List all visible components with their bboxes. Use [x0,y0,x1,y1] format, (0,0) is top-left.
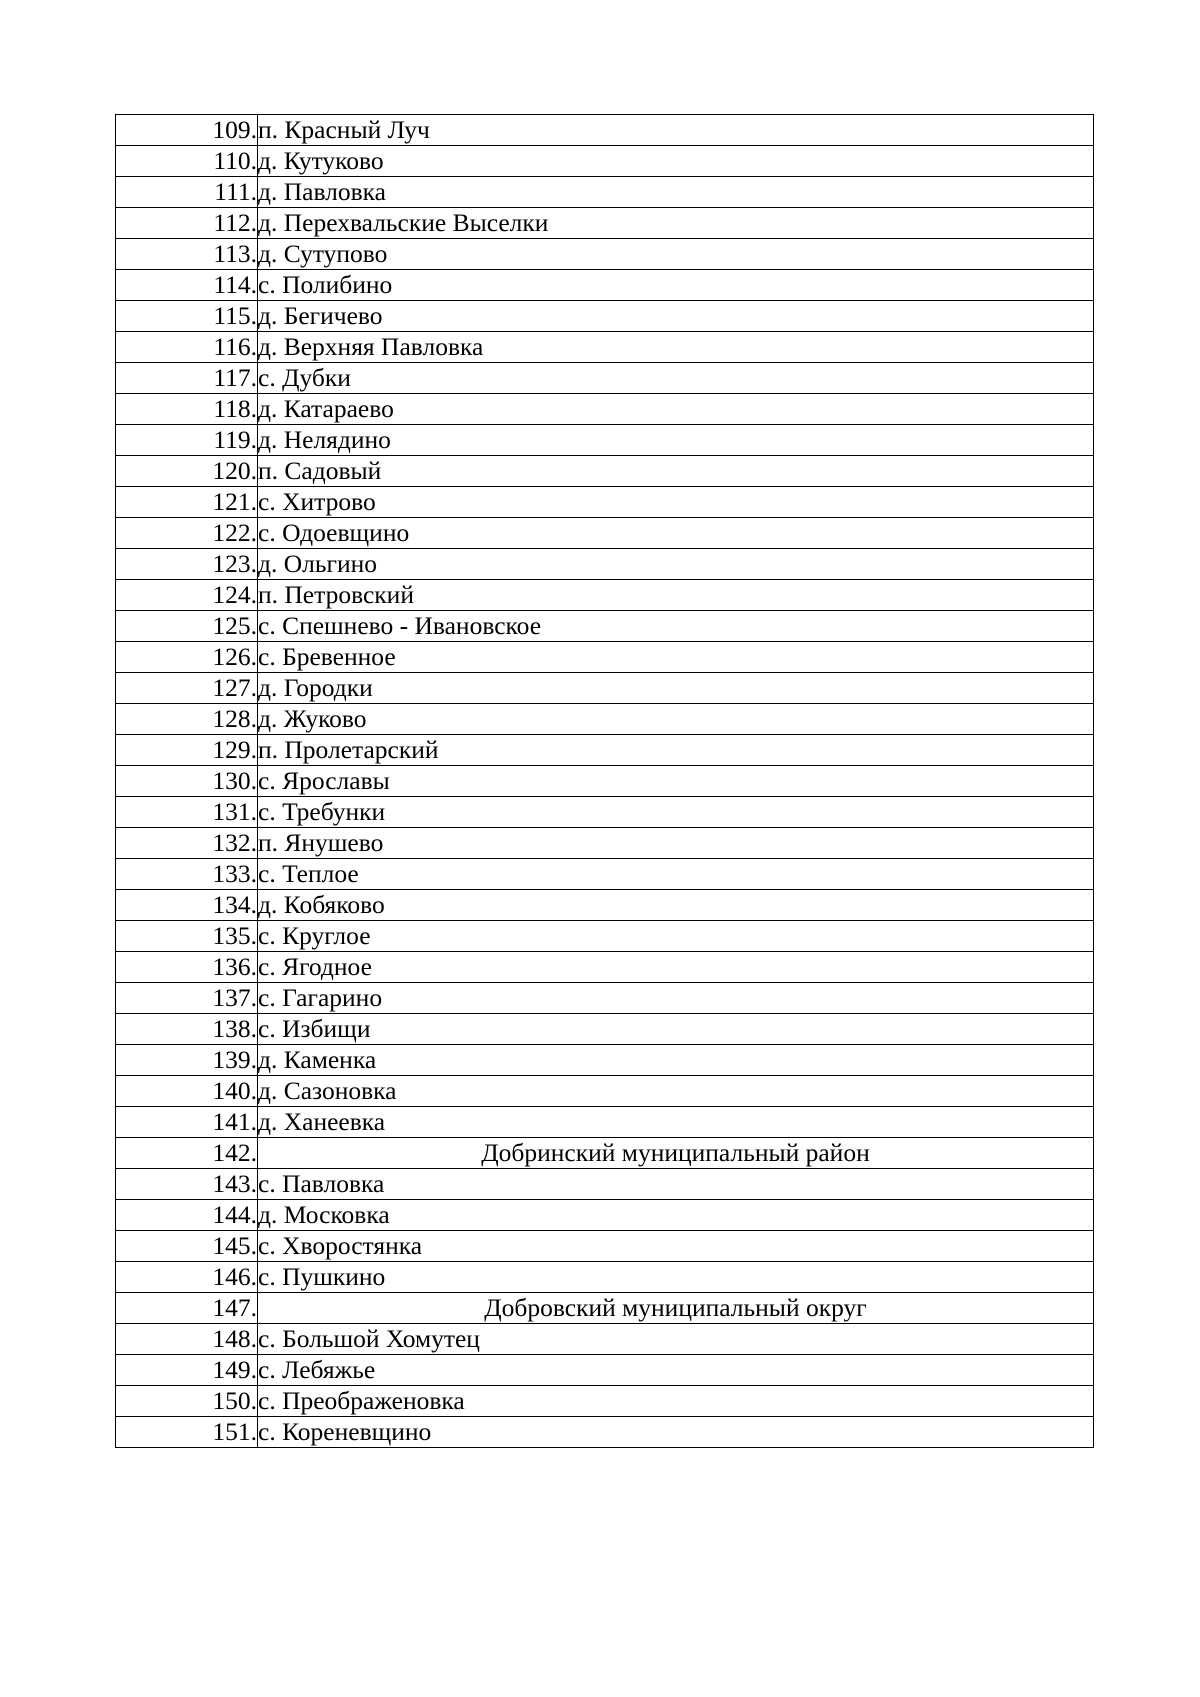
row-number: 147. [116,1293,258,1324]
row-number: 137. [116,983,258,1014]
settlement-name: с. Ярославы [258,766,1094,797]
row-number: 141. [116,1107,258,1138]
section-header-row [116,1138,1094,1169]
table-row [116,425,1094,456]
settlement-name: с. Бревенное [258,642,1094,673]
settlement-name: д. Городки [258,673,1094,704]
table-row [116,456,1094,487]
table-row [116,239,1094,270]
settlement-name: д. Нелядино [258,425,1094,456]
row-number: 150. [116,1386,258,1417]
table-row [116,332,1094,363]
settlement-name: п. Янушево [258,828,1094,859]
row-number: 129. [116,735,258,766]
row-number: 125. [116,611,258,642]
settlement-name: с. Преображеновка [258,1386,1094,1417]
settlement-name: с. Ягодное [258,952,1094,983]
row-number: 116. [116,332,258,363]
row-number: 130. [116,766,258,797]
row-number: 134. [116,890,258,921]
row-number: 128. [116,704,258,735]
settlement-name: д. Катараево [258,394,1094,425]
settlement-name: д. Сазоновка [258,1076,1094,1107]
settlement-name: д. Ольгино [258,549,1094,580]
row-number: 120. [116,456,258,487]
row-number: 115. [116,301,258,332]
settlement-name: с. Требунки [258,797,1094,828]
table-row [116,1045,1094,1076]
row-number: 111. [116,177,258,208]
table-row [116,983,1094,1014]
table-row [116,1014,1094,1045]
row-number: 136. [116,952,258,983]
table-row [116,797,1094,828]
settlement-name: с. Круглое [258,921,1094,952]
row-number: 126. [116,642,258,673]
row-number: 142. [116,1138,258,1169]
row-number: 123. [116,549,258,580]
table-row [116,735,1094,766]
table-row [116,1262,1094,1293]
table-row [116,115,1094,146]
settlement-name: д. Каменка [258,1045,1094,1076]
row-number: 132. [116,828,258,859]
row-number: 119. [116,425,258,456]
row-number: 110. [116,146,258,177]
row-number: 118. [116,394,258,425]
settlement-name: д. Сутупово [258,239,1094,270]
table-row [116,1200,1094,1231]
row-number: 145. [116,1231,258,1262]
row-number: 122. [116,518,258,549]
settlements-table-body [116,115,1094,1448]
row-number: 144. [116,1200,258,1231]
settlement-name: с. Дубки [258,363,1094,394]
row-number: 139. [116,1045,258,1076]
row-number: 133. [116,859,258,890]
row-number: 124. [116,580,258,611]
settlement-name: д. Верхняя Павловка [258,332,1094,363]
row-number: 121. [116,487,258,518]
row-number: 113. [116,239,258,270]
settlement-name: с. Полибино [258,270,1094,301]
table-row [116,704,1094,735]
table-row [116,1107,1094,1138]
table-row [116,1355,1094,1386]
table-row [116,394,1094,425]
row-number: 140. [116,1076,258,1107]
settlement-name: д. Ханеевка [258,1107,1094,1138]
settlement-name: с. Избищи [258,1014,1094,1045]
table-row [116,1076,1094,1107]
table-row [116,1169,1094,1200]
table-row [116,177,1094,208]
table-row [116,1386,1094,1417]
row-number: 109. [116,115,258,146]
settlement-name: д. Павловка [258,177,1094,208]
row-number: 112. [116,208,258,239]
settlement-name: д. Бегичево [258,301,1094,332]
settlement-name: с. Большой Хомутец [258,1324,1094,1355]
settlements-table [115,114,1094,1448]
settlement-name: с. Гагарино [258,983,1094,1014]
row-number: 138. [116,1014,258,1045]
table-row [116,859,1094,890]
table-row [116,673,1094,704]
table-row [116,828,1094,859]
settlement-name: с. Одоевщино [258,518,1094,549]
row-number: 117. [116,363,258,394]
table-row [116,890,1094,921]
row-number: 127. [116,673,258,704]
settlement-name: с. Спешнево - Ивановское [258,611,1094,642]
row-number: 143. [116,1169,258,1200]
settlement-name: п. Пролетарский [258,735,1094,766]
section-header-row [116,1293,1094,1324]
settlement-name: д. Кутуково [258,146,1094,177]
row-number: 146. [116,1262,258,1293]
section-title: Добровский муниципальный округ [258,1293,1094,1324]
settlement-name: д. Перехвальские Выселки [258,208,1094,239]
settlement-name: д. Кобяково [258,890,1094,921]
table-row [116,952,1094,983]
settlement-name: с. Хитрово [258,487,1094,518]
settlement-name: д. Московка [258,1200,1094,1231]
settlement-name: с. Лебяжье [258,1355,1094,1386]
table-row [116,487,1094,518]
settlement-name: с. Пушкино [258,1262,1094,1293]
settlement-name: с. Хворостянка [258,1231,1094,1262]
table-row [116,518,1094,549]
table-row [116,766,1094,797]
table-row [116,208,1094,239]
table-row [116,580,1094,611]
table-row [116,301,1094,332]
table-row [116,611,1094,642]
table-row [116,363,1094,394]
table-row [116,549,1094,580]
row-number: 114. [116,270,258,301]
row-number: 135. [116,921,258,952]
table-row [116,1324,1094,1355]
settlement-name: п. Петровский [258,580,1094,611]
section-title: Добринский муниципальный район [258,1138,1094,1169]
row-number: 131. [116,797,258,828]
settlement-name: п. Садовый [258,456,1094,487]
table-row [116,270,1094,301]
settlement-name: п. Красный Луч [258,115,1094,146]
settlement-name: д. Жуково [258,704,1094,735]
table-row [116,921,1094,952]
table-row [116,1231,1094,1262]
row-number: 149. [116,1355,258,1386]
settlement-name: с. Павловка [258,1169,1094,1200]
table-row [116,642,1094,673]
row-number: 151. [116,1417,258,1448]
settlement-name: с. Теплое [258,859,1094,890]
table-row [116,146,1094,177]
settlement-name: с. Кореневщино [258,1417,1094,1448]
table-row [116,1417,1094,1448]
row-number: 148. [116,1324,258,1355]
